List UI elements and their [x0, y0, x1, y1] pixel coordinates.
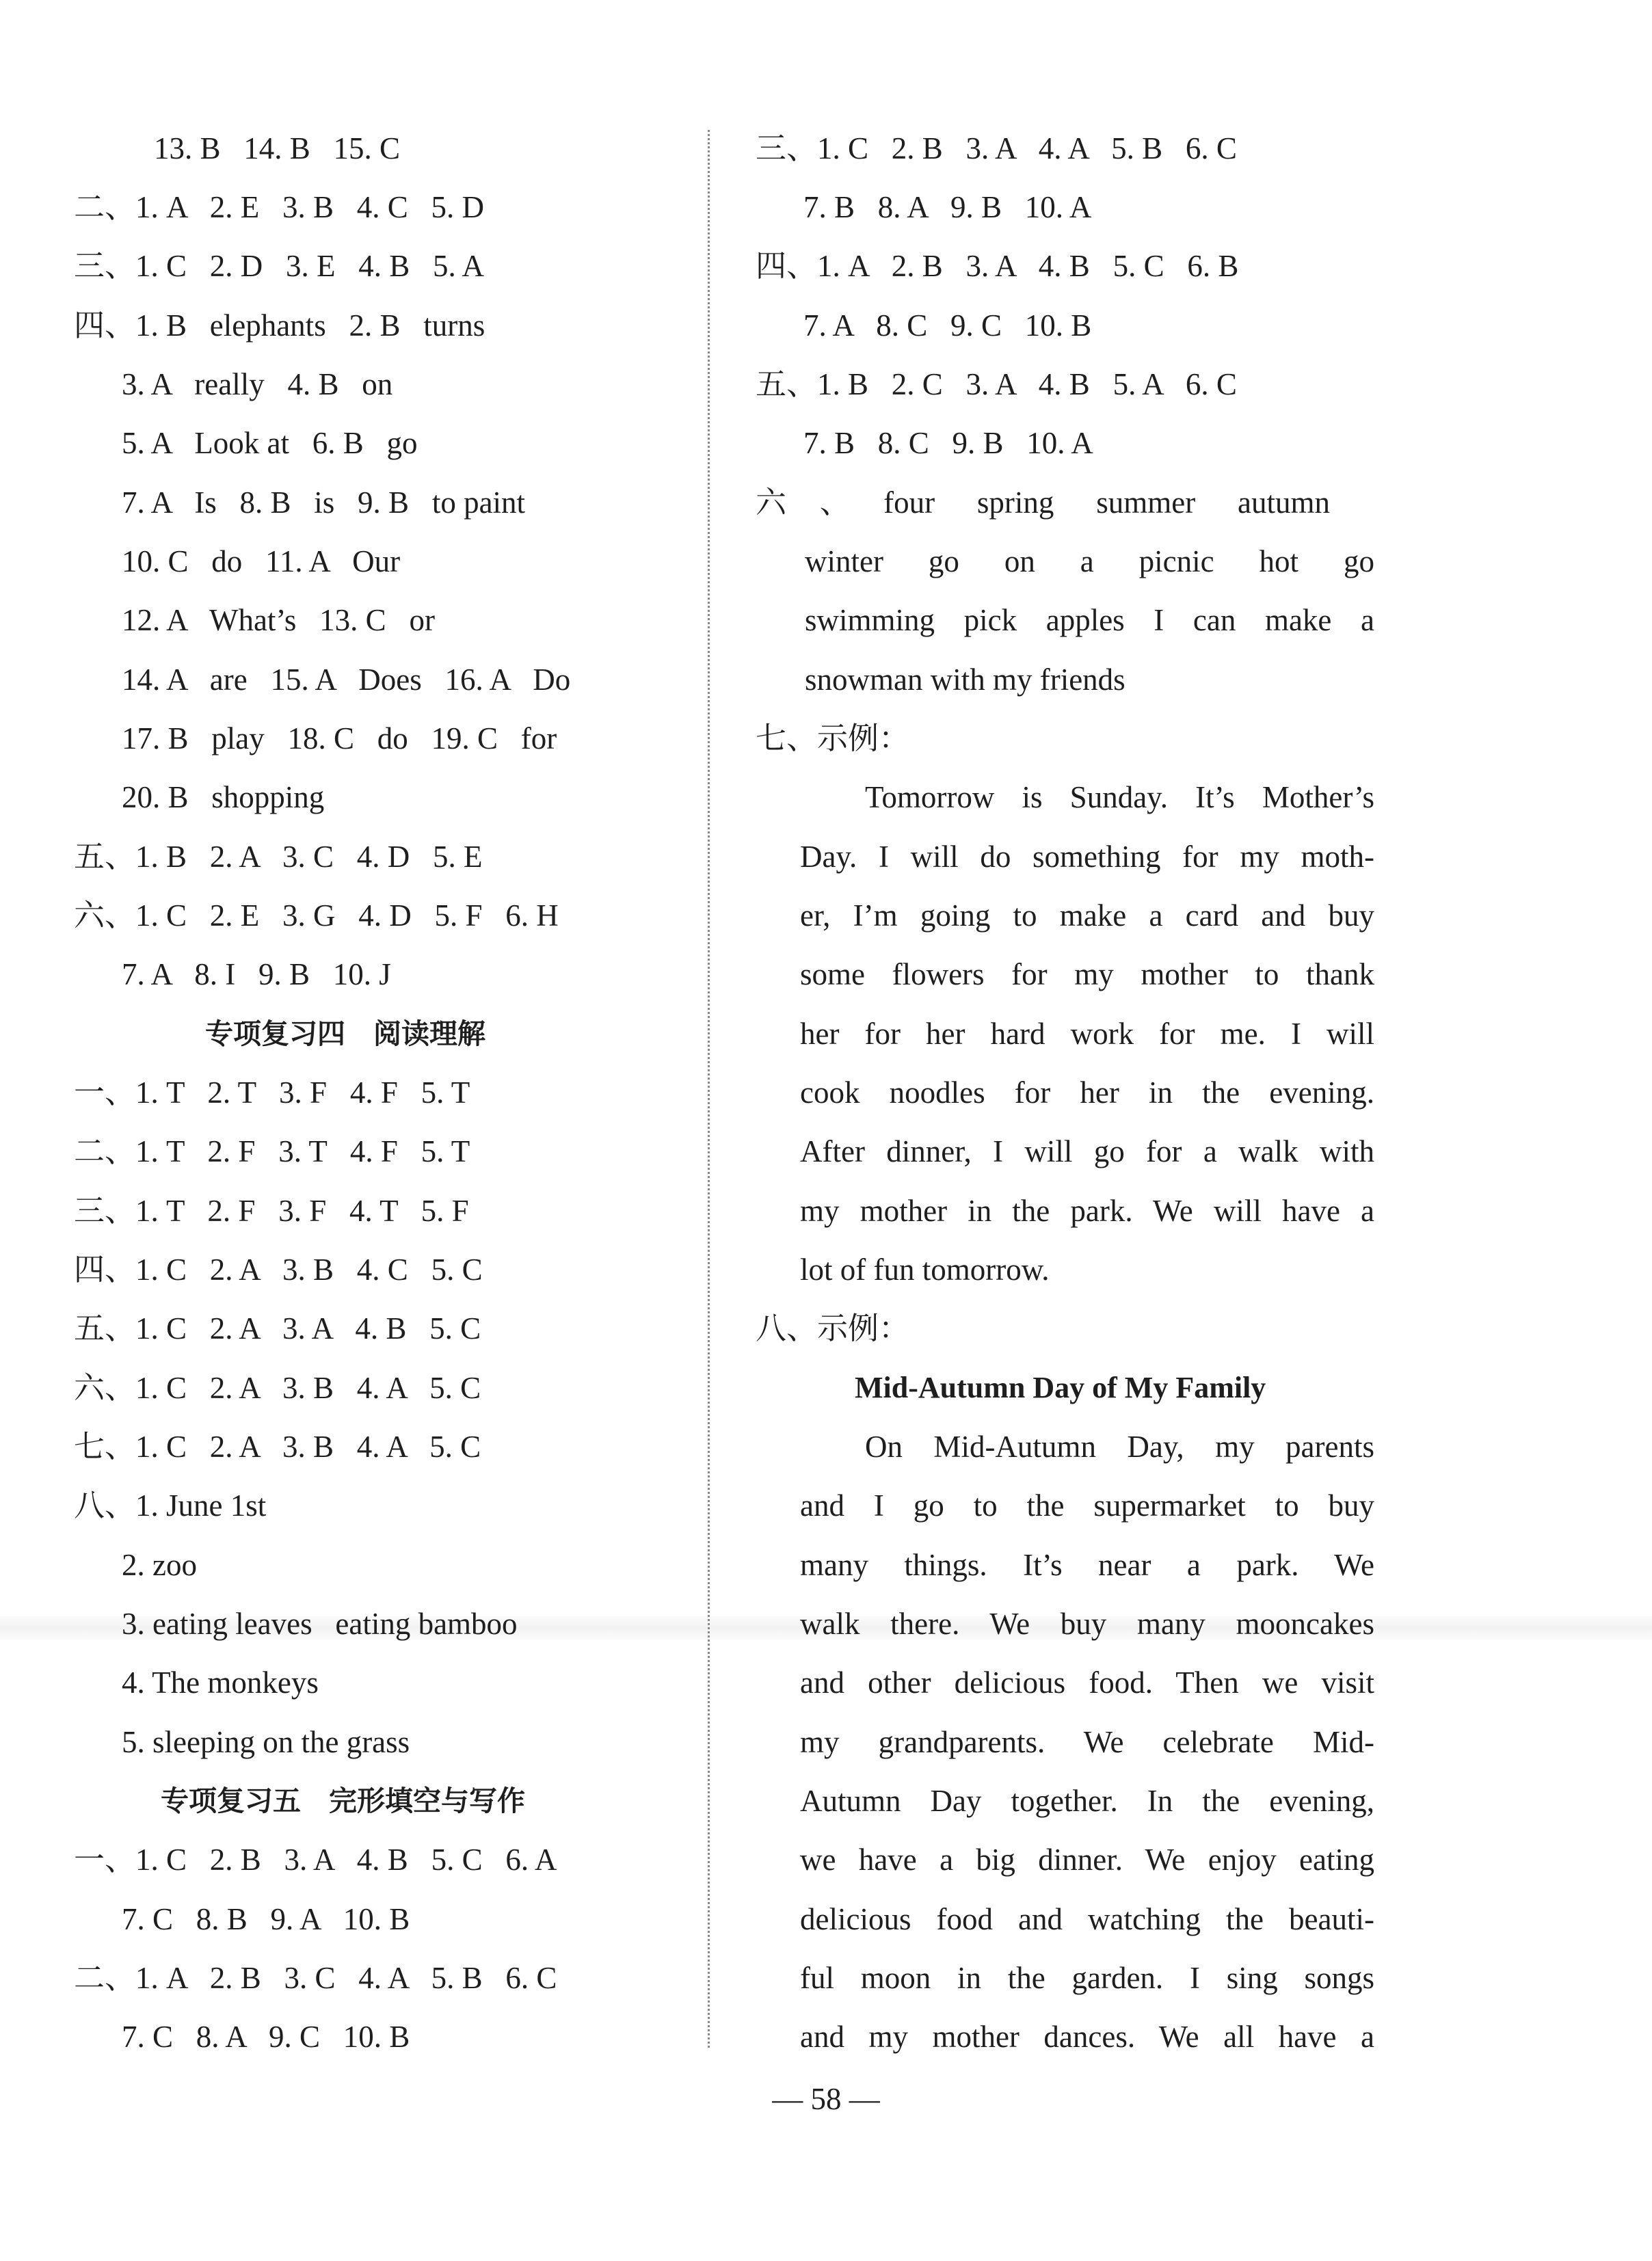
essay-line: Autumn Day together. In the evening, [800, 1784, 1374, 1818]
answer-line: 五、1. B 2. C 3. A 4. B 5. A 6. C [756, 367, 1237, 401]
answer-line: 五、1. B 2. A 3. C 4. D 5. E [74, 840, 483, 874]
essay-line: walk there. We buy many mooncakes [800, 1607, 1374, 1641]
answer-line: 一、1. T 2. T 3. F 4. F 5. T [74, 1075, 470, 1110]
answer-line: swimming pick apples I can make a [805, 603, 1374, 637]
essay-line: Tomorrow is Sunday. It’s Mother’s [865, 780, 1374, 814]
essay-line: her for her hard work for me. I will [800, 1017, 1374, 1051]
answer-line: 5. sleeping on the grass [122, 1725, 410, 1759]
answer-line: 7. A 8. C 9. C 10. B [803, 308, 1092, 343]
answer-line: 二、1. T 2. F 3. T 4. F 5. T [74, 1134, 470, 1168]
essay-line: my grandparents. We celebrate Mid- [800, 1725, 1374, 1759]
answer-line: 7. B 8. C 9. B 10. A [803, 426, 1093, 460]
page-number: — 58 — [772, 2082, 880, 2116]
answer-line: 四、1. B elephants 2. B turns [74, 308, 485, 343]
example-label: 八、示例： [756, 1311, 910, 1346]
answer-line: 二、1. A 2. E 3. B 4. C 5. D [74, 190, 485, 224]
answer-line: 3. A really 4. B on [122, 367, 393, 401]
essay-line: my mother in the park. We will have a [800, 1194, 1374, 1228]
answer-line: 7. A Is 8. B is 9. B to paint [122, 485, 526, 520]
answer-line: 七、1. C 2. A 3. B 4. A 5. C [74, 1430, 481, 1464]
answer-line: 13. B 14. B 15. C [154, 131, 401, 165]
answer-line: 10. C do 11. A Our [122, 544, 401, 578]
essay-line: we have a big dinner. We enjoy eating [800, 1843, 1374, 1877]
answer-line: 三、1. C 2. B 3. A 4. A 5. B 6. C [756, 131, 1237, 165]
section-heading-4: 专项复习四 阅读理解 [205, 1017, 485, 1050]
answer-line: 17. B play 18. C do 19. C for [122, 721, 557, 755]
answer-line: 六、four spring summer autumn [756, 485, 1330, 520]
answer-line: 7. B 8. A 9. B 10. A [803, 190, 1092, 224]
answer-line: 2. zoo [122, 1548, 197, 1582]
essay-line: and my mother dances. We all have a [800, 2020, 1374, 2054]
answer-line: 三、1. T 2. F 3. F 4. T 5. F [74, 1194, 469, 1228]
answer-line: snowman with my friends [805, 663, 1125, 697]
answer-line: winter go on a picnic hot go [805, 544, 1374, 578]
answer-line: 7. C 8. B 9. A 10. B [122, 1902, 410, 1936]
essay-line: and I go to the supermarket to buy [800, 1488, 1374, 1523]
answer-line: 12. A What’s 13. C or [122, 603, 435, 637]
answer-line: 八、1. June 1st [74, 1488, 267, 1523]
essay-line: and other delicious food. Then we visit [800, 1665, 1374, 1700]
answer-line: 六、1. C 2. E 3. G 4. D 5. F 6. H [74, 898, 559, 933]
answer-line: 五、1. C 2. A 3. A 4. B 5. C [74, 1311, 481, 1346]
answer-line: 7. C 8. A 9. C 10. B [122, 2020, 410, 2054]
answer-line: 二、1. A 2. B 3. C 4. A 5. B 6. C [74, 1961, 557, 1995]
essay-line: ful moon in the garden. I sing songs [800, 1961, 1374, 1995]
answer-line: 三、1. C 2. D 3. E 4. B 5. A [74, 249, 485, 283]
answer-line: 六、1. C 2. A 3. B 4. A 5. C [74, 1371, 481, 1405]
answer-line: 一、1. C 2. B 3. A 4. B 5. C 6. A [74, 1843, 557, 1877]
answer-line: 7. A 8. I 9. B 10. J [122, 957, 391, 991]
answer-line: 20. B shopping [122, 780, 325, 814]
essay-line: lot of fun tomorrow. [800, 1253, 1050, 1287]
answer-line: 四、1. A 2. B 3. A 4. B 5. C 6. B [756, 249, 1239, 283]
answer-line: 3. eating leaves eating bamboo [122, 1607, 518, 1641]
essay-line: Day. I will do something for my moth- [800, 840, 1374, 874]
example-label: 七、示例： [756, 721, 910, 755]
essay-line: many things. It’s near a park. We [800, 1548, 1374, 1582]
essay-line: After dinner, I will go for a walk with [800, 1134, 1374, 1168]
essay-title: Mid-Autumn Day of My Family [855, 1371, 1266, 1404]
answer-line: 4. The monkeys [122, 1665, 319, 1700]
answer-line: 14. A are 15. A Does 16. A Do [122, 663, 571, 697]
answer-line: 5. A Look at 6. B go [122, 426, 418, 460]
essay-line: cook noodles for her in the evening. [800, 1075, 1374, 1110]
essay-line: delicious food and watching the beauti- [800, 1902, 1374, 1936]
column-divider [708, 130, 710, 2048]
essay-line: er, I’m going to make a card and buy [800, 898, 1374, 933]
essay-line: some flowers for my mother to thank [800, 957, 1374, 991]
essay-line: On Mid-Autumn Day, my parents [865, 1430, 1374, 1464]
section-heading-5: 专项复习五 完形填空与写作 [161, 1784, 525, 1817]
answer-line: 四、1. C 2. A 3. B 4. C 5. C [74, 1253, 483, 1287]
